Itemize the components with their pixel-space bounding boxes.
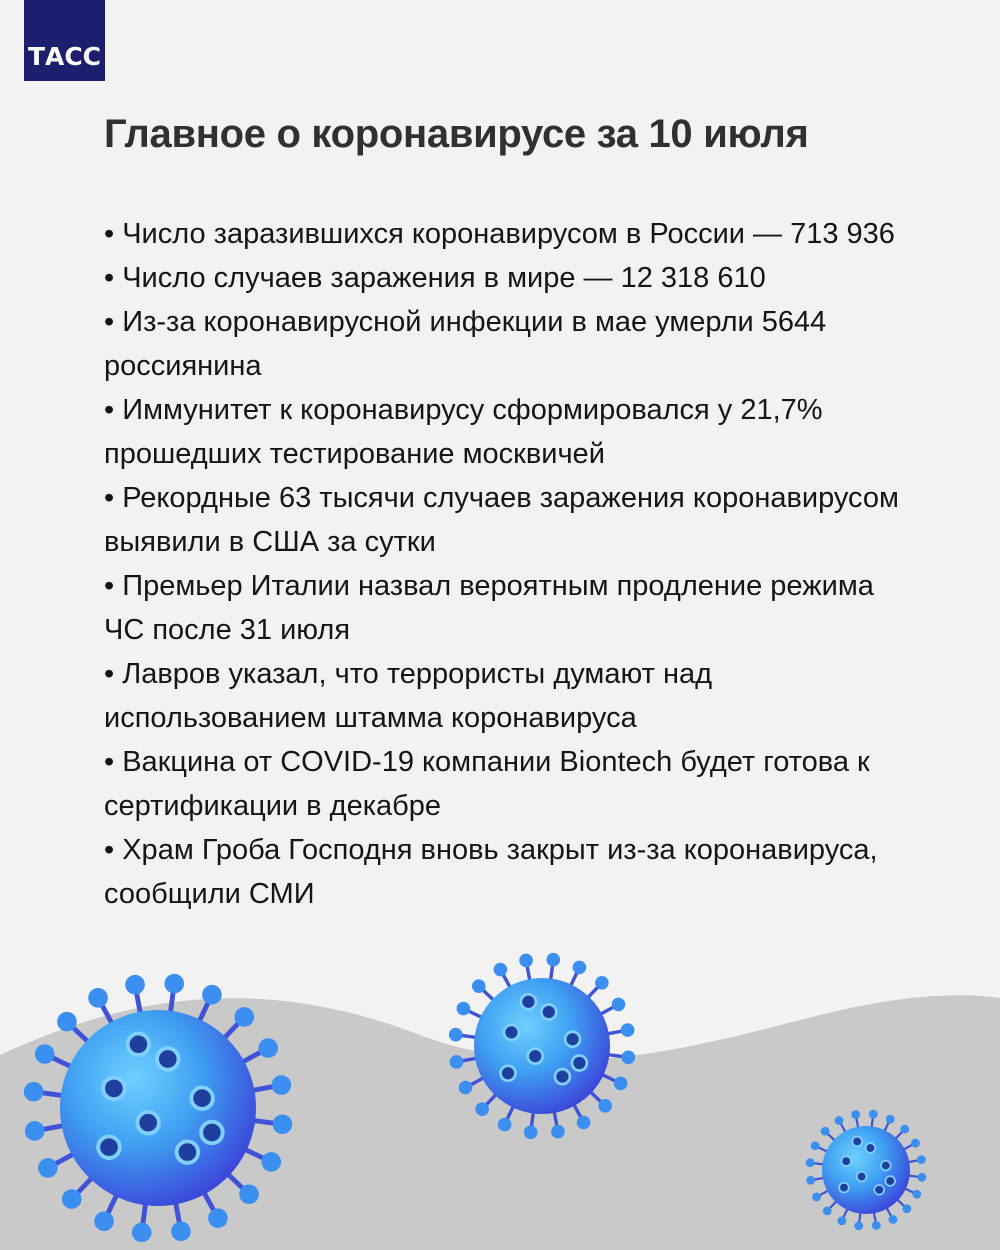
list-item: • Иммунитет к коронавирусу сформировался у 21,7% прошедших тестирование москвичей: [104, 388, 904, 476]
tass-logo: ТАСС: [24, 0, 105, 81]
list-item: • Вакцина от COVID-19 компании Biontech будет готова к сертификации в декабре: [104, 740, 904, 828]
list-item: • Число случаев заражения в мире — 12 318 610: [104, 256, 904, 300]
virus-illustration: [0, 940, 1000, 1250]
list-item: • Лавров указал, что террористы думают над использованием штамма коронавируса: [104, 652, 904, 740]
list-item: • Храм Гроба Господня вновь закрыт из-за коронавируса, сообщили СМИ: [104, 828, 904, 916]
facts-list: [104, 212, 904, 916]
virus-icon: [24, 974, 292, 1242]
page-title: Главное о коронавирусе за 10 июля: [104, 112, 809, 156]
list-item: • Число заразившихся коронавирусом в России — 713 936: [104, 212, 904, 256]
virus-icon: [806, 1110, 926, 1230]
virus-icon: [449, 953, 635, 1139]
list-item: • Премьер Италии назвал вероятным продление режима ЧС после 31 июля: [104, 564, 904, 652]
list-item: • Из-за коронавирусной инфекции в мае умерли 5644 россиянина: [104, 300, 904, 388]
list-item: • Рекордные 63 тысячи случаев заражения коронавирусом выявили в США за сутки: [104, 476, 904, 564]
